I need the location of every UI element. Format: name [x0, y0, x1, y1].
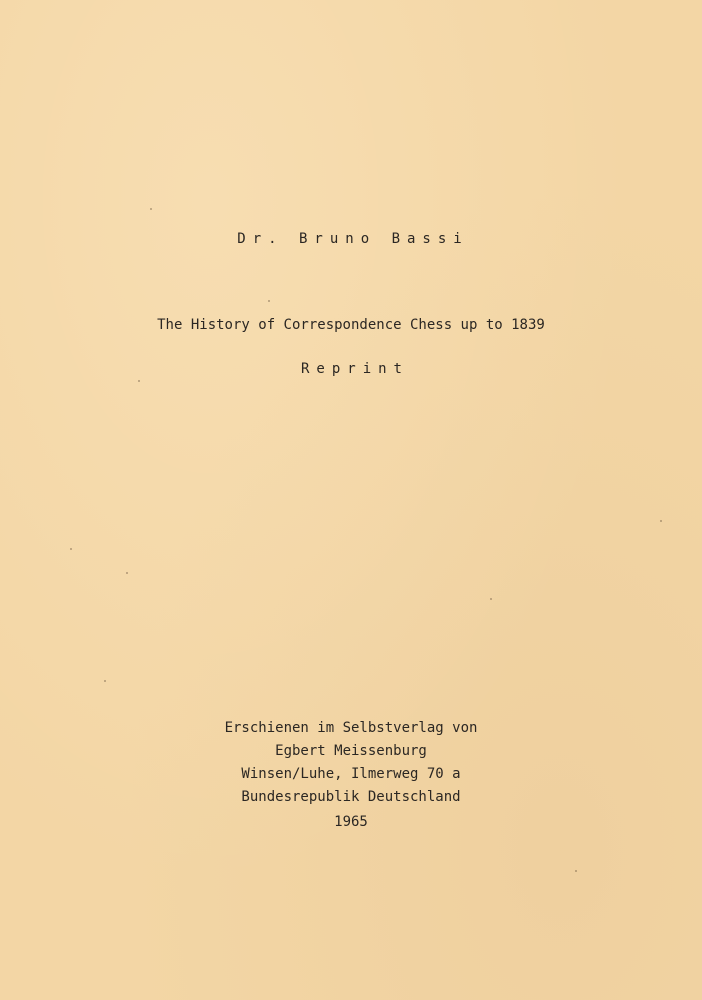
paper-speck [575, 870, 577, 872]
edition-label: Reprint [300, 361, 409, 377]
paper-speck [138, 380, 140, 382]
paper-speck [126, 572, 128, 574]
publisher-imprint [0, 717, 702, 809]
book-title: The History of Correspondence Chess up to 1839 [157, 317, 545, 333]
imprint-line-publisher-note: Erschienen im Selbstverlag von [224, 720, 478, 736]
paper-speck [490, 598, 492, 600]
paper-speck [268, 300, 270, 302]
publication-year: 1965 [334, 814, 368, 830]
paper-speck [150, 208, 152, 210]
imprint-line-country: Bundesrepublik Deutschland [241, 789, 461, 805]
imprint-line-publisher-name: Egbert Meissenburg [275, 743, 427, 759]
paper-speck [660, 520, 662, 522]
author-name: Dr. Bruno Bassi [237, 231, 469, 247]
imprint-line-address: Winsen/Luhe, Ilmerweg 70 a [241, 766, 461, 782]
paper-speck [104, 680, 106, 682]
paper-speck [70, 548, 72, 550]
